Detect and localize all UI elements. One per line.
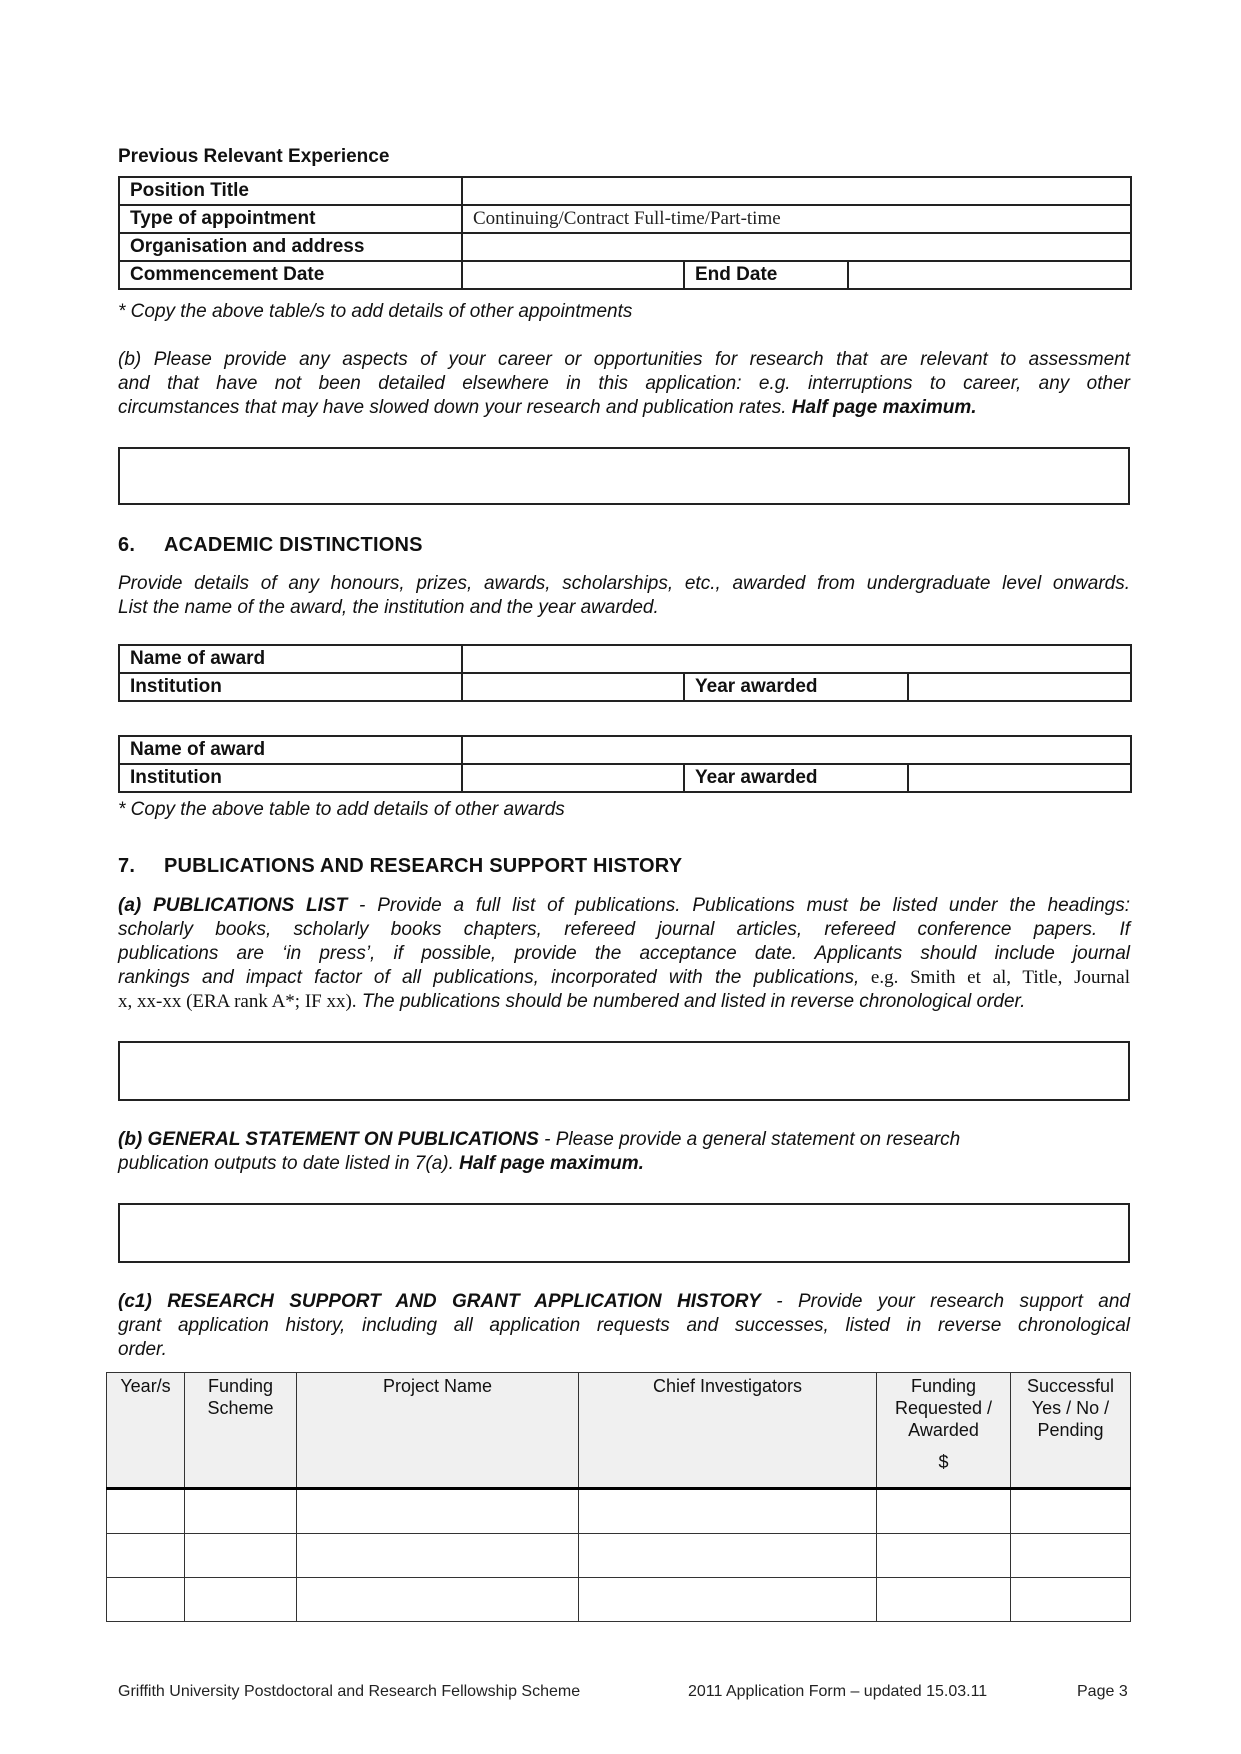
section-6-number: 6.: [118, 534, 136, 556]
institution-field[interactable]: [462, 673, 684, 701]
footer-center: 2011 Application Form – updated 15.03.11: [688, 1683, 988, 1700]
publications-line-3: publications are ‘in press’, if possible, provide the acceptance date. Applicants should include journal: [118, 943, 1130, 964]
award-name-field[interactable]: [462, 645, 1131, 673]
publications-list-textbox[interactable]: [118, 1041, 1130, 1101]
col-header-chief-investigators: Chief Investigators: [579, 1373, 877, 1489]
half-page-note: Half page maximum.: [459, 1153, 644, 1174]
career-aspects-line-3: circumstances that may have slowed down your research and publication rates. Half page maximum.: [118, 397, 977, 418]
col-header-funding-scheme: Funding Scheme: [185, 1373, 297, 1489]
general-statement-instructions: [118, 1128, 1130, 1176]
section-6-title: ACADEMIC DISTINCTIONS: [164, 534, 423, 556]
table-row: [107, 1489, 1131, 1534]
type-of-appointment-label: Type of appointment: [119, 205, 462, 233]
institution-field[interactable]: [462, 764, 684, 792]
section-6-heading: [118, 534, 423, 557]
award-table-2: [118, 735, 1132, 793]
grant-cell[interactable]: [297, 1489, 579, 1534]
institution-label: Institution: [119, 673, 462, 701]
grant-cell[interactable]: [1011, 1578, 1131, 1622]
general-statement-line-2: publication outputs to date listed in 7(a). Half page maximum.: [118, 1153, 644, 1174]
publications-line-1: (a) PUBLICATIONS LIST - Provide a full list of publications. Publications must be listed under the headings:: [118, 895, 1130, 916]
col-header-years: Year/s: [107, 1373, 185, 1489]
grant-history-line-1: (c1) RESEARCH SUPPORT AND GRANT APPLICATION HISTORY - Provide your research support and: [118, 1291, 1130, 1312]
awards-copy-note: * Copy the above table to add details of other awards: [118, 799, 565, 820]
grant-cell[interactable]: [185, 1534, 297, 1578]
publications-line-2: scholarly books, scholarly books chapters, refereed journal articles, refereed conference papers. If: [118, 919, 1130, 940]
career-aspects-textbox[interactable]: [118, 447, 1130, 505]
career-aspects-instructions: [118, 348, 1130, 420]
grant-cell[interactable]: [579, 1489, 877, 1534]
institution-label: Institution: [119, 764, 462, 792]
type-of-appointment-field[interactable]: Continuing/Contract Full-time/Part-time: [462, 205, 1131, 233]
general-statement-line-1: (b) GENERAL STATEMENT ON PUBLICATIONS - Please provide a general statement on research: [118, 1129, 961, 1150]
grant-history-line-3: order.: [118, 1339, 167, 1360]
general-statement-title: (b) GENERAL STATEMENT ON PUBLICATIONS: [118, 1129, 539, 1150]
grant-cell[interactable]: [185, 1578, 297, 1622]
grant-cell[interactable]: [297, 1534, 579, 1578]
year-awarded-field[interactable]: [908, 673, 1131, 701]
award-name-field[interactable]: [462, 736, 1131, 764]
award-name-label: Name of award: [119, 645, 462, 673]
grant-history-table: [106, 1372, 1131, 1622]
col-header-project-name: Project Name: [297, 1373, 579, 1489]
section-6-desc-line-1: Provide details of any honours, prizes, awards, scholarships, etc., awarded from undergraduate level onwards.: [118, 573, 1130, 594]
grant-history-title: (c1) RESEARCH SUPPORT AND GRANT APPLICATION HISTORY: [118, 1291, 761, 1312]
general-statement-textbox[interactable]: [118, 1203, 1130, 1263]
grant-cell[interactable]: [579, 1578, 877, 1622]
table-row: [107, 1578, 1131, 1622]
publications-line-5: x, xx-xx (ERA rank A*; IF xx). The publications should be numbered and listed in reverse chronological order.: [118, 991, 1026, 1012]
grant-cell[interactable]: [1011, 1489, 1131, 1534]
grant-table-header-row: [107, 1373, 1131, 1489]
career-aspects-line-2: and that have not been detailed elsewhere in this application: e.g. interruptions to career, any other: [118, 373, 1130, 394]
previous-experience-heading: Previous Relevant Experience: [118, 146, 390, 167]
grant-history-instructions: [118, 1290, 1130, 1362]
grant-cell[interactable]: [107, 1489, 185, 1534]
section-6-desc-line-2: List the name of the award, the institution and the year awarded.: [118, 597, 659, 618]
end-date-label: End Date: [684, 261, 848, 289]
grant-cell[interactable]: [297, 1578, 579, 1622]
end-date-field[interactable]: [848, 261, 1131, 289]
year-awarded-label: Year awarded: [684, 673, 908, 701]
col-header-successful: Successful Yes / No / Pending: [1011, 1373, 1131, 1489]
grant-cell[interactable]: [877, 1534, 1011, 1578]
section-7-title: PUBLICATIONS AND RESEARCH SUPPORT HISTORY: [164, 855, 683, 877]
half-page-note: Half page maximum.: [791, 397, 977, 418]
grant-cell[interactable]: [877, 1578, 1011, 1622]
section-7-heading: [118, 855, 682, 878]
position-title-field[interactable]: [462, 177, 1131, 205]
publications-line-4: rankings and impact factor of all publications, incorporated with the publications, e.g. Smith et al, Title, Journal: [118, 967, 1130, 988]
organisation-label: Organisation and address: [119, 233, 462, 261]
section-6-description: [118, 572, 1130, 620]
grant-history-line-2: grant application history, including all application requests and successes, listed in reverse chronological: [118, 1315, 1130, 1336]
grant-cell[interactable]: [107, 1534, 185, 1578]
footer-left: Griffith University Postdoctoral and Research Fellowship Scheme: [118, 1683, 581, 1700]
grant-cell[interactable]: [877, 1489, 1011, 1534]
award-table-1: [118, 644, 1132, 702]
commencement-date-label: Commencement Date: [119, 261, 462, 289]
award-name-label: Name of award: [119, 736, 462, 764]
previous-experience-table: [118, 176, 1132, 290]
table-row: [107, 1534, 1131, 1578]
publications-list-title: (a) PUBLICATIONS LIST: [118, 895, 348, 916]
grant-cell[interactable]: [185, 1489, 297, 1534]
year-awarded-field[interactable]: [908, 764, 1131, 792]
section-7-number: 7.: [118, 855, 136, 877]
grant-cell[interactable]: [579, 1534, 877, 1578]
footer-page-number: Page 3: [1077, 1683, 1128, 1700]
position-title-label: Position Title: [119, 177, 462, 205]
col-header-funding-requested: Funding Requested / Awarded $: [877, 1373, 1011, 1489]
grant-cell[interactable]: [107, 1578, 185, 1622]
year-awarded-label: Year awarded: [684, 764, 908, 792]
career-aspects-line-1: (b) Please provide any aspects of your career or opportunities for research that are relevant to assessment: [118, 349, 1130, 370]
organisation-field[interactable]: [462, 233, 1131, 261]
commencement-date-field[interactable]: [462, 261, 684, 289]
appointments-copy-note: * Copy the above table/s to add details of other appointments: [118, 301, 633, 322]
publications-list-instructions: [118, 894, 1130, 1014]
grant-cell[interactable]: [1011, 1534, 1131, 1578]
